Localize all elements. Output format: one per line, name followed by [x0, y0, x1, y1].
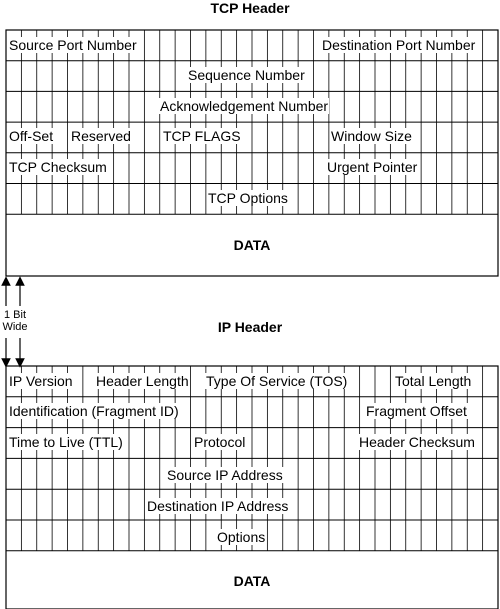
tcp-destination-port-label: Destination Port Number: [322, 37, 476, 53]
ip-ttl-label: Time to Live (TTL): [9, 434, 123, 450]
tcp-options-label: TCP Options: [208, 190, 288, 206]
ip-header-checksum-label: Header Checksum: [359, 434, 475, 450]
ip-protocol-label: Protocol: [194, 434, 246, 450]
tcp-header-title: TCP Header: [210, 0, 290, 16]
tcp-data-label: DATA: [233, 237, 271, 253]
bit-width-label-line1: 1 Bit: [3, 309, 26, 321]
ip-fragment-offset-label: Fragment Offset: [366, 403, 467, 419]
ip-header-title: IP Header: [217, 319, 283, 335]
ip-data-label: DATA: [233, 573, 271, 589]
tcp-flags-label: TCP FLAGS: [163, 128, 241, 144]
tcp-reserved-label: Reserved: [71, 128, 131, 144]
ip-identification-label: Identification (Fragment ID): [9, 403, 179, 419]
bit-width-label-line2: Wide: [2, 321, 28, 333]
ip-options-label: Options: [217, 529, 266, 545]
ip-total-length-label: Total Length: [395, 373, 472, 389]
tcp-window-size-label: Window Size: [331, 128, 412, 144]
ip-version-label: IP Version: [9, 373, 73, 389]
tcp-sequence-number-label: Sequence Number: [188, 67, 305, 83]
ip-destination-address-label: Destination IP Address: [147, 498, 289, 514]
tcp-ack-number-label: Acknowledgement Number: [160, 98, 329, 114]
ip-tos-label: Type Of Service (TOS): [206, 373, 348, 389]
ip-source-address-label: Source IP Address: [167, 467, 283, 483]
tcp-checksum-label: TCP Checksum: [9, 159, 107, 175]
tcp-offset-label: Off-Set: [9, 128, 54, 144]
tcp-source-port-label: Source Port Number: [9, 37, 137, 53]
tcp-urgent-pointer-label: Urgent Pointer: [327, 159, 418, 175]
ip-header-length-label: Header Length: [96, 373, 189, 389]
